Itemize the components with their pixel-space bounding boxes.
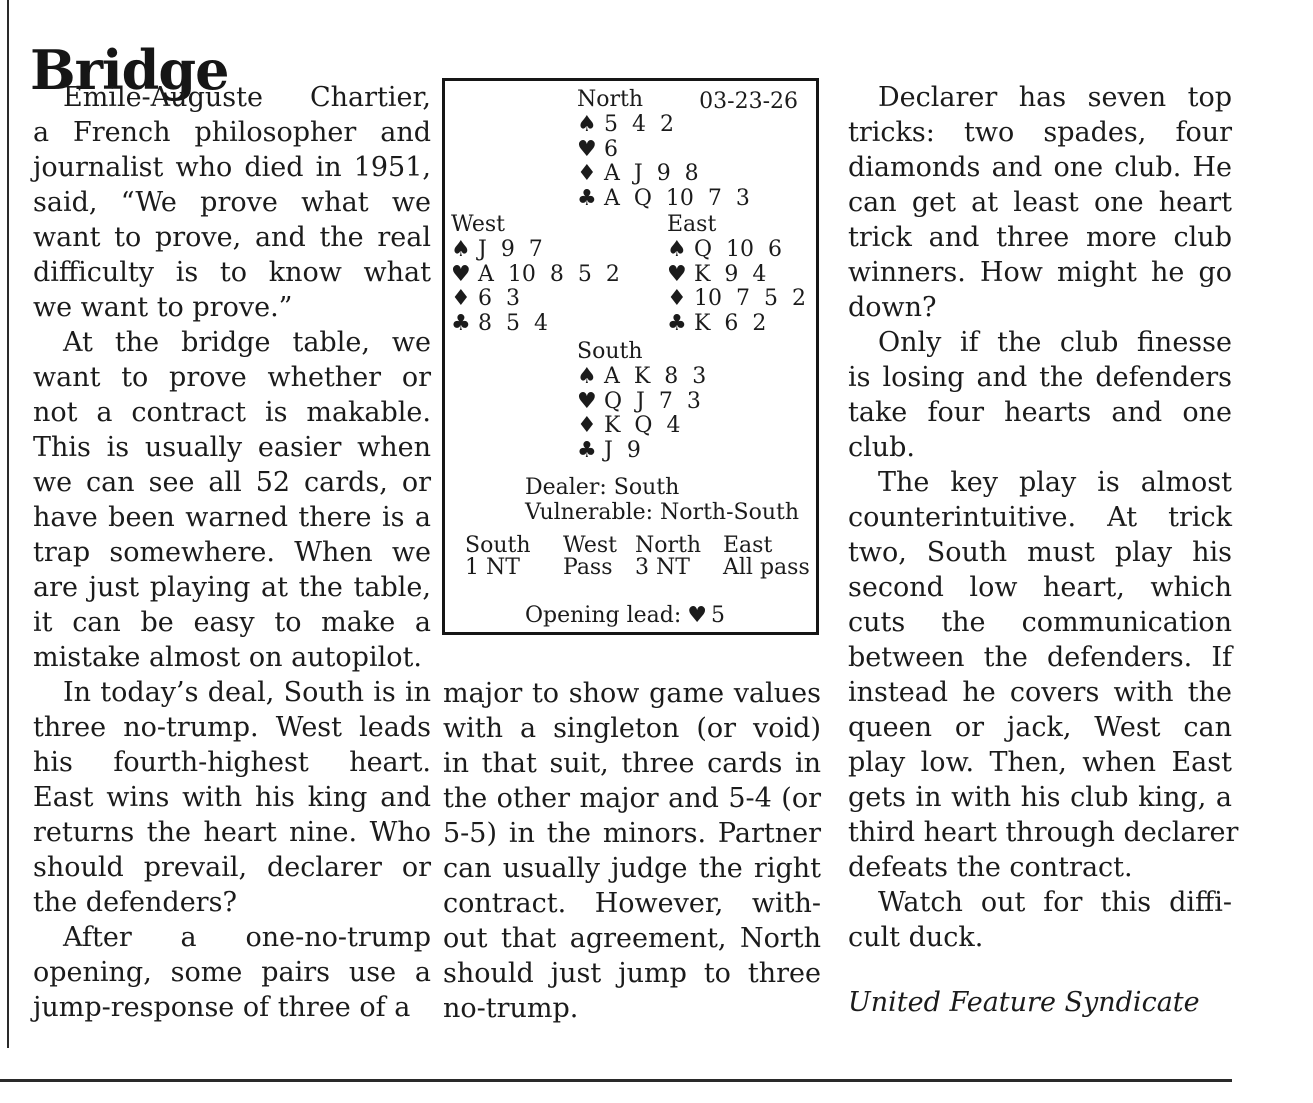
card-values: J 9 <box>604 437 641 463</box>
diamond-icon: ♦ <box>577 161 597 186</box>
text-line: Emile-Auguste Chartier, <box>63 82 431 113</box>
text-line: returns the heart nine. Who <box>33 817 431 848</box>
text-line: mistake almost on autopilot. <box>33 642 422 673</box>
text-line: tricks: two spades, four <box>848 117 1232 148</box>
east-hand <box>667 212 806 336</box>
auction-seats-row <box>445 533 816 557</box>
spade-icon: ♠ <box>577 112 597 137</box>
spade-icon: ♠ <box>451 237 471 262</box>
auction-seat: West <box>563 533 617 558</box>
text-line: winners. How might he go <box>848 257 1232 288</box>
club-icon: ♣ <box>577 437 597 463</box>
card-values: 6 <box>604 136 618 162</box>
east-hearts-row <box>667 263 806 288</box>
text-line: between the defenders. If <box>848 642 1232 673</box>
north-clubs-row <box>577 187 750 212</box>
text-line: want to prove, and the real <box>33 222 431 253</box>
card-values: 8 5 4 <box>478 310 548 336</box>
diamond-icon: ♦ <box>667 286 687 311</box>
text-line: This is usually easier when <box>33 432 431 463</box>
card-values: Q J 7 3 <box>604 388 701 414</box>
text-line: major to show game values <box>443 678 821 709</box>
auction-call: Pass <box>563 555 613 580</box>
card-values: A J 9 8 <box>604 161 699 186</box>
text-line: instead he covers with the <box>848 677 1232 708</box>
opening-lead-card: 5 <box>711 603 725 628</box>
text-line: In today’s deal, South is in <box>63 677 431 708</box>
text-line: At the bridge table, we <box>63 327 431 358</box>
text-line: queen or jack, West can <box>848 712 1232 743</box>
card-values: A 10 8 5 2 <box>478 261 620 287</box>
card-values: Q 10 6 <box>694 237 783 262</box>
card-values: K Q 4 <box>604 413 681 438</box>
text-line: contract. However, with- <box>443 888 821 919</box>
text-line: second low heart, which <box>848 572 1232 603</box>
spade-icon: ♠ <box>577 364 597 389</box>
text-line: cult duck. <box>848 922 984 953</box>
text-line: Only if the club finesse <box>878 327 1232 358</box>
text-line: club. <box>848 432 916 463</box>
opening-lead-label: Opening lead: <box>525 603 682 628</box>
text-line: with a singleton (or void) <box>443 713 821 744</box>
north-diamonds-row <box>577 162 750 187</box>
west-spades-row <box>451 238 620 263</box>
text-line: the defenders? <box>33 887 237 918</box>
bridge-hand-diagram <box>442 78 819 635</box>
auction-seat: North <box>635 533 702 558</box>
text-line: opening, some pairs use a <box>33 957 431 988</box>
text-line: difficulty is to know what <box>33 257 431 288</box>
south-spades-row <box>577 365 706 390</box>
card-values: 6 3 <box>478 286 520 311</box>
text-line: take four hearts and one <box>848 397 1232 428</box>
text-line: is losing and the defenders <box>848 362 1232 393</box>
left-column-rule <box>7 0 9 1048</box>
text-line: East wins with his king and <box>33 782 431 813</box>
bottom-rule <box>0 1079 1232 1082</box>
east-diamonds-row <box>667 287 806 312</box>
diamond-icon: ♦ <box>451 286 471 311</box>
text-line: defeats the contract. <box>848 852 1133 883</box>
text-line: trap somewhere. When we <box>33 537 431 568</box>
card-values: A Q 10 7 3 <box>604 185 750 211</box>
text-line: play low. Then, when East <box>848 747 1232 778</box>
card-values: K 6 2 <box>694 310 767 336</box>
text-line: The key play is almost <box>878 467 1232 498</box>
heart-icon: ♥ <box>687 603 707 628</box>
article-column-middle <box>443 676 821 1026</box>
north-hand <box>577 87 750 211</box>
text-line: are just playing at the table, <box>33 572 431 603</box>
text-line: should prevail, declarer or <box>33 852 431 883</box>
auction-seat: East <box>723 533 773 558</box>
text-line: 5-5) in the minors. Partner <box>443 818 821 849</box>
opening-lead <box>525 603 725 628</box>
west-clubs-row <box>451 312 620 337</box>
text-line: said, “We prove what we <box>33 187 431 218</box>
card-values: K 9 4 <box>694 261 767 287</box>
text-line: out that agreement, North <box>443 923 821 954</box>
text-line: in that suit, three cards in <box>443 748 821 779</box>
text-line: third heart through declarer <box>848 817 1239 848</box>
east-spades-row <box>667 238 806 263</box>
west-hearts-row <box>451 263 620 288</box>
vulnerable-line: Vulnerable: North-South <box>525 500 800 525</box>
heart-icon: ♥ <box>577 388 597 414</box>
text-line: down? <box>848 292 937 323</box>
syndicate-credit: United Feature Syndicate <box>848 987 1200 1018</box>
right-column-text <box>848 80 1239 955</box>
auction-seat: South <box>465 533 531 558</box>
club-icon: ♣ <box>577 185 597 211</box>
text-line: counterintuitive. At trick <box>848 502 1232 533</box>
text-line: cuts the communication <box>848 607 1232 638</box>
deal-date: 03-23-26 <box>699 89 798 114</box>
text-line: should just jump to three <box>443 958 821 989</box>
auction-call: 1 NT <box>465 555 520 580</box>
auction-calls-row <box>445 555 816 579</box>
dealer-line: Dealer: South <box>525 475 680 500</box>
deal-info <box>525 475 799 525</box>
card-values: 10 7 5 2 <box>694 286 806 311</box>
spade-icon: ♠ <box>667 237 687 262</box>
club-icon: ♣ <box>451 310 471 336</box>
card-values: A K 8 3 <box>604 364 707 389</box>
west-diamonds-row <box>451 287 620 312</box>
north-label: North <box>577 87 644 112</box>
auction-call: All pass <box>723 555 810 580</box>
text-line: have been warned there is a <box>33 502 431 533</box>
text-line: Watch out for this diffi- <box>878 887 1232 918</box>
south-clubs-row <box>577 439 706 464</box>
text-line: it can be easy to make a <box>33 607 431 638</box>
heart-icon: ♥ <box>667 261 687 287</box>
text-line: no-trump. <box>443 993 579 1024</box>
text-line: want to prove whether or <box>33 362 431 393</box>
west-label: West <box>451 212 505 237</box>
text-line: we can see all 52 cards, or <box>33 467 431 498</box>
diamond-icon: ♦ <box>577 413 597 438</box>
south-hearts-row <box>577 390 706 415</box>
article-column-right <box>848 80 1239 1020</box>
east-clubs-row <box>667 312 806 337</box>
heart-icon: ♥ <box>451 261 471 287</box>
article-column-left <box>33 80 431 1025</box>
text-line: gets in with his club king, a <box>848 782 1232 813</box>
text-line: trick and three more club <box>848 222 1232 253</box>
north-hearts-row <box>577 138 750 163</box>
text-line: Declarer has seven top <box>878 82 1232 113</box>
club-icon: ♣ <box>667 310 687 336</box>
east-label: East <box>667 212 717 237</box>
column-title: Bridge <box>30 38 229 103</box>
text-line: the other major and 5-4 (or <box>443 783 821 814</box>
south-diamonds-row <box>577 414 706 439</box>
text-line: After a one-no-trump <box>63 922 431 953</box>
text-line: a French philosopher and <box>33 117 431 148</box>
text-line: journalist who died in 1951, <box>33 152 431 183</box>
text-line: his fourth-highest heart. <box>33 747 431 778</box>
card-values: 5 4 2 <box>604 112 674 137</box>
north-spades-row <box>577 113 750 138</box>
text-line: can get at least one heart <box>848 187 1232 218</box>
text-line: can usually judge the right <box>443 853 821 884</box>
text-line: we want to prove.” <box>33 292 293 323</box>
south-hand <box>577 339 706 463</box>
text-line: three no-trump. West leads <box>33 712 431 743</box>
text-line: jump-response of three of a <box>33 992 411 1023</box>
text-line: diamonds and one club. He <box>848 152 1232 183</box>
west-hand <box>451 212 620 336</box>
south-label: South <box>577 339 643 364</box>
card-values: J 9 7 <box>478 237 543 262</box>
auction-call: 3 NT <box>635 555 690 580</box>
text-line: not a contract is makable. <box>33 397 431 428</box>
heart-icon: ♥ <box>577 136 597 162</box>
text-line: two, South must play his <box>848 537 1232 568</box>
